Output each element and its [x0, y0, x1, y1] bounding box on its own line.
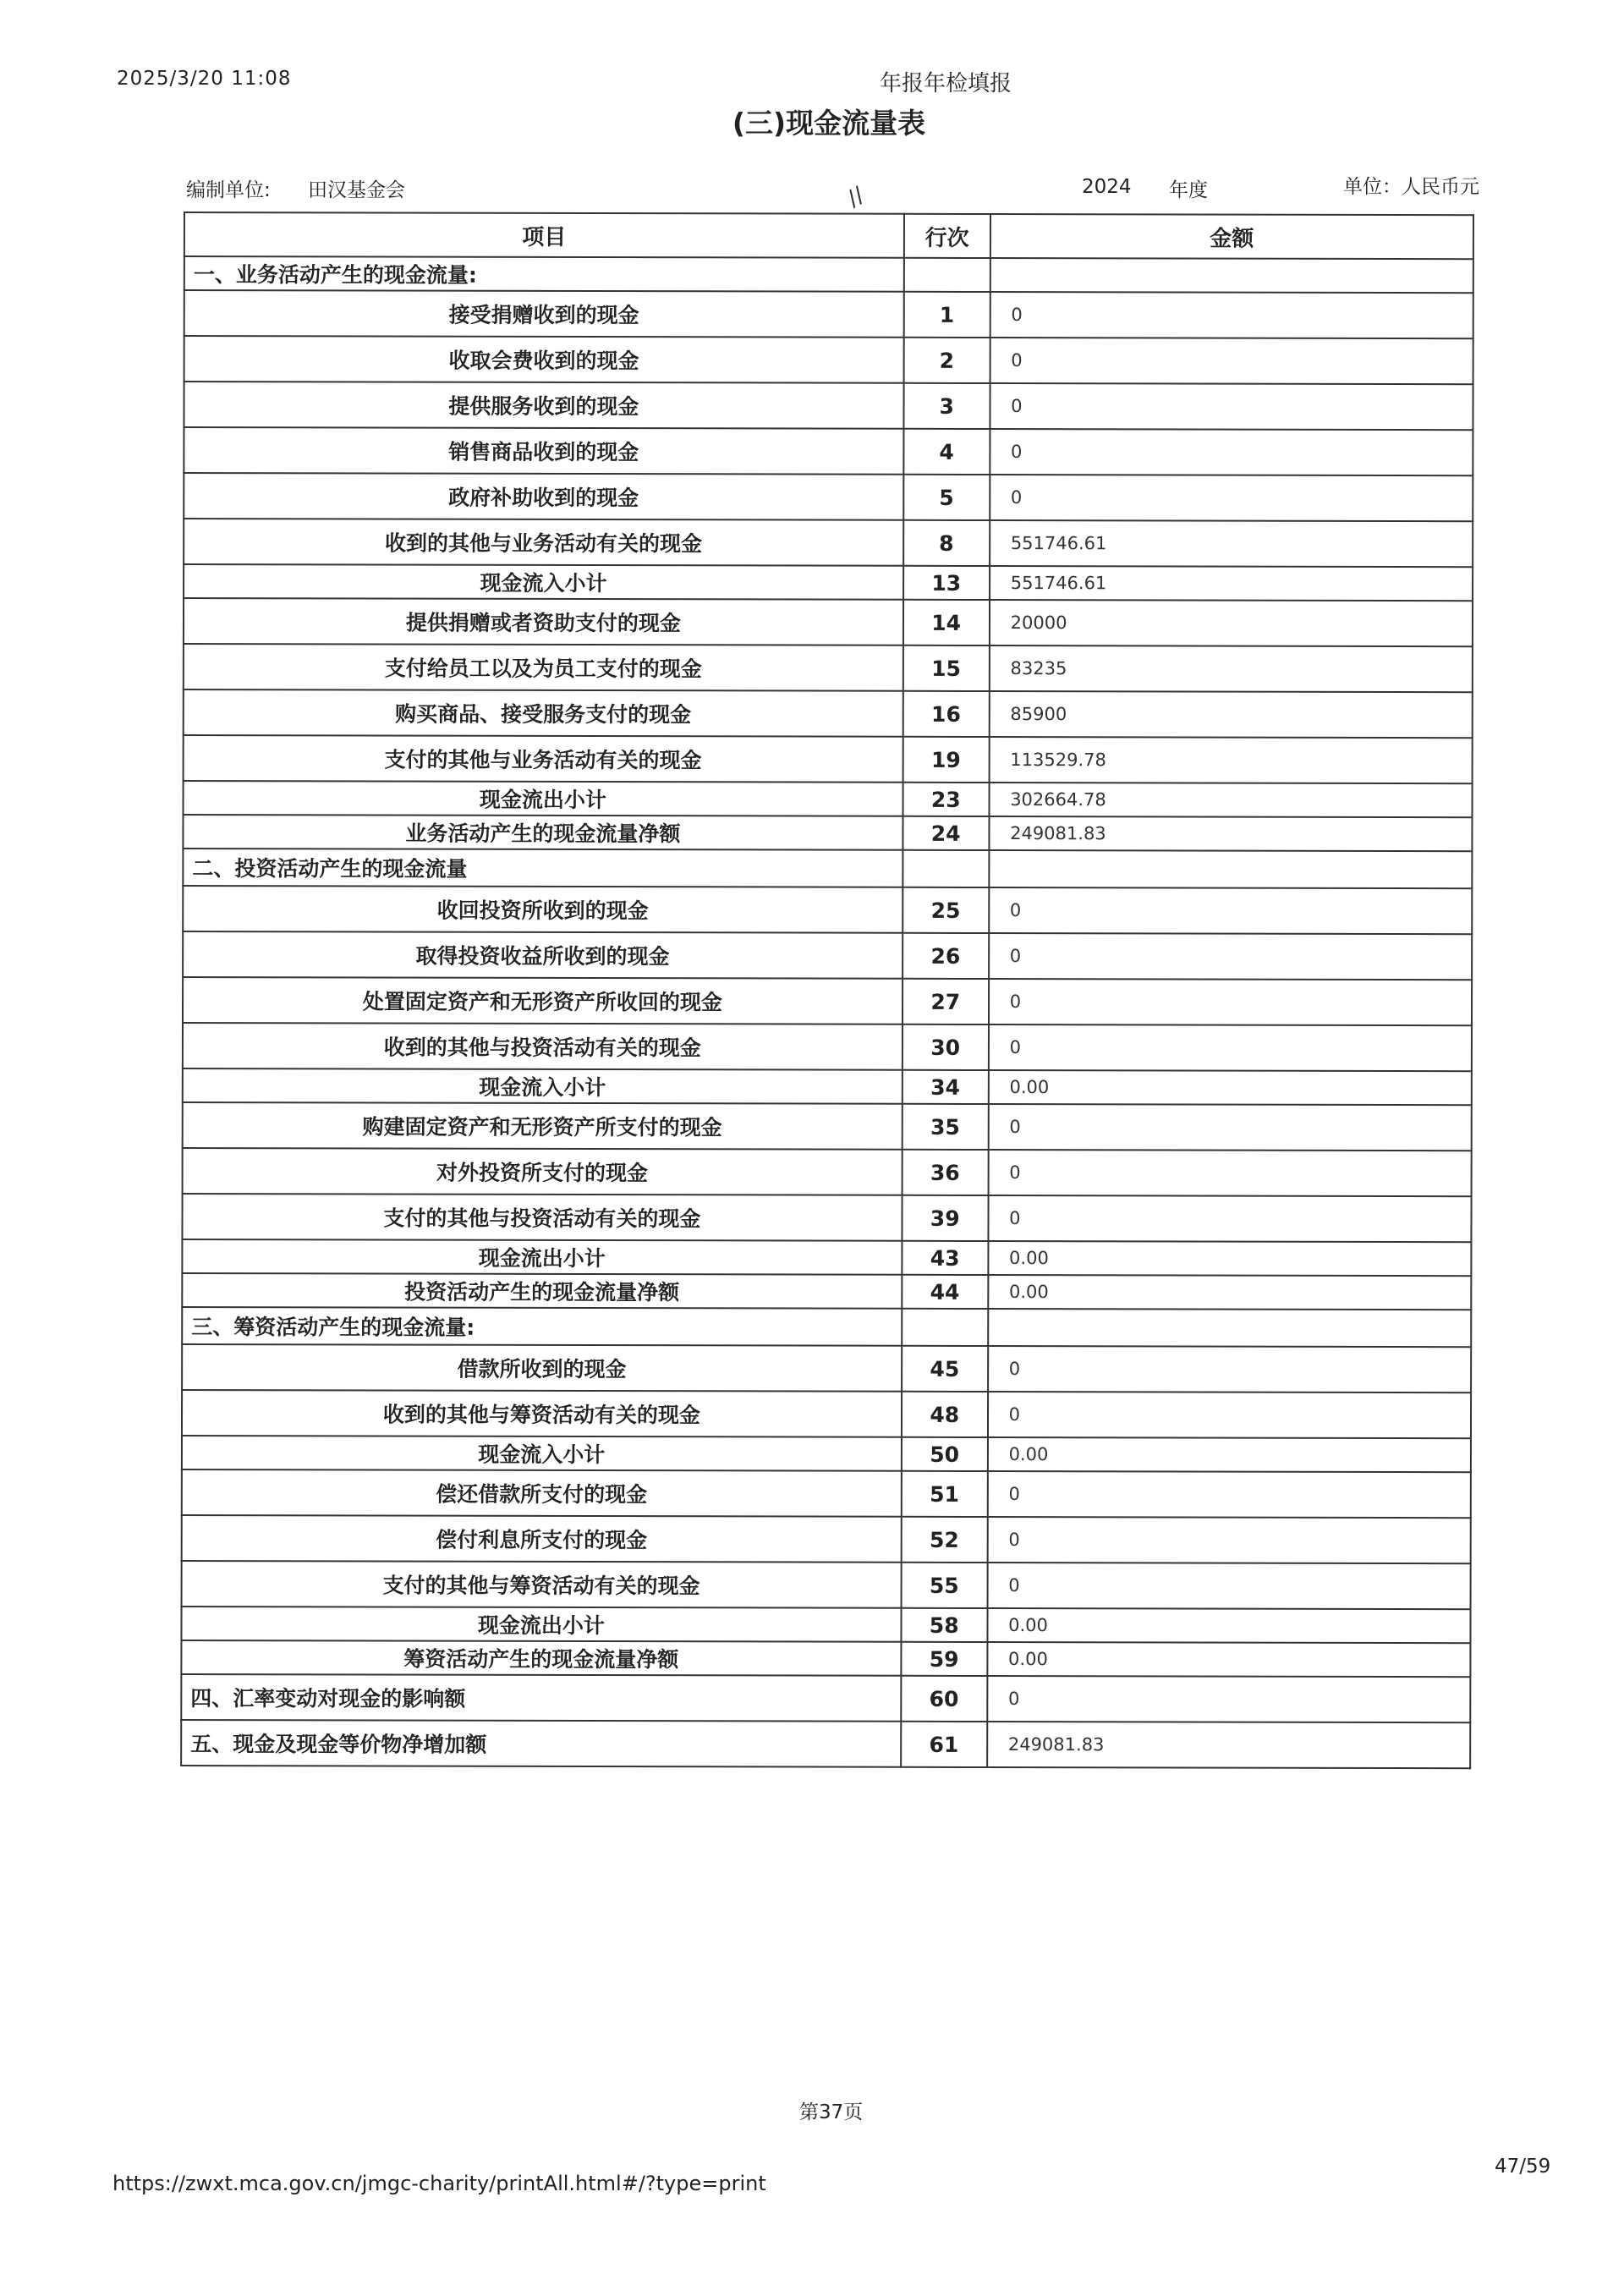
- row-line-no: 8: [903, 520, 990, 566]
- section-row: [184, 256, 1473, 293]
- row-line-no: 13: [903, 566, 990, 600]
- row-amount: 302664.78: [989, 783, 1472, 817]
- row-line-no: 51: [902, 1471, 988, 1517]
- row-line-no: [902, 1309, 988, 1346]
- org-label: 编制单位:: [186, 179, 271, 201]
- row-amount: 0: [990, 429, 1473, 475]
- row-amount: [989, 850, 1472, 888]
- row-line-no: 55: [901, 1563, 987, 1608]
- row-line-no: 39: [902, 1195, 988, 1241]
- section-row: [182, 1307, 1471, 1347]
- table-row: [184, 644, 1473, 692]
- table-row: [184, 290, 1473, 338]
- table-row: [184, 427, 1473, 475]
- table-header-row: [184, 212, 1473, 259]
- table-row: [183, 977, 1472, 1025]
- row-line-no: 34: [903, 1070, 989, 1104]
- row-line-no: 1: [903, 292, 990, 338]
- table-row: [183, 1102, 1472, 1151]
- row-item: 偿付利息所支付的现金: [182, 1515, 902, 1563]
- row-item: 购建固定资产和无形资产所支付的现金: [183, 1102, 903, 1150]
- row-item: 业务活动产生的现金流量净额: [183, 815, 903, 850]
- currency-unit: 单位：人民币元: [1343, 176, 1479, 198]
- row-item: 二、投资活动产生的现金流量: [183, 849, 903, 887]
- row-line-no: 23: [903, 783, 989, 816]
- row-amount: 551746.61: [990, 520, 1473, 567]
- row-item: 借款所收到的现金: [182, 1344, 902, 1392]
- row-line-no: 4: [903, 429, 990, 475]
- row-item: 提供服务收到的现金: [184, 382, 903, 429]
- row-line-no: 60: [901, 1676, 987, 1722]
- table-row: [184, 519, 1473, 567]
- row-line-no: 48: [902, 1392, 988, 1437]
- table-row: [181, 1640, 1470, 1677]
- print-timestamp: 2025/3/20 11:08: [117, 68, 292, 90]
- row-line-no: 35: [902, 1104, 988, 1150]
- row-item: 接受捐赠收到的现金: [184, 290, 904, 338]
- row-line-no: 15: [903, 645, 990, 691]
- table-row: [183, 931, 1472, 980]
- row-line-no: 27: [903, 979, 989, 1024]
- row-item: 现金流出小计: [181, 1607, 901, 1642]
- row-item: 收到的其他与业务活动有关的现金: [184, 519, 903, 566]
- row-line-no: 5: [903, 475, 990, 520]
- table-row: [183, 1023, 1472, 1071]
- row-amount: 0: [987, 1471, 1470, 1518]
- row-amount: 249081.83: [989, 816, 1472, 851]
- row-line-no: 2: [903, 338, 990, 383]
- row-item: 现金流入小计: [184, 564, 903, 600]
- row-amount: 0: [990, 475, 1473, 521]
- table-row: [182, 1469, 1471, 1518]
- row-amount: 0: [988, 1150, 1471, 1196]
- row-amount: 0: [988, 1195, 1471, 1242]
- row-item: 销售商品收到的现金: [184, 427, 903, 475]
- row-item: 支付的其他与业务活动有关的现金: [184, 735, 903, 783]
- row-amount: 0: [988, 1104, 1471, 1151]
- table-row: [182, 1436, 1471, 1472]
- report-year: 2024: [1082, 176, 1132, 198]
- row-item: 购买商品、接受服务支付的现金: [184, 689, 903, 737]
- section-row: [183, 849, 1472, 888]
- table-title: (三)现金流量表: [732, 107, 926, 140]
- row-amount: 0: [989, 979, 1472, 1025]
- row-amount: 0.00: [988, 1070, 1471, 1105]
- row-line-no: 30: [903, 1024, 989, 1070]
- row-line-no: 43: [902, 1241, 988, 1275]
- table-row: [181, 1607, 1470, 1643]
- row-item: 四、汇率变动对现金的影响额: [181, 1674, 901, 1722]
- row-item: 一、业务活动产生的现金流量:: [184, 256, 904, 292]
- table-row: [182, 1561, 1471, 1609]
- section-row: [181, 1674, 1470, 1722]
- table-row: [184, 336, 1473, 384]
- row-item: 筹资活动产生的现金流量净额: [181, 1640, 901, 1676]
- row-amount: 0: [989, 887, 1472, 934]
- table-row: [183, 1068, 1472, 1105]
- table-row: [182, 1273, 1471, 1310]
- row-amount: 0: [989, 1024, 1472, 1071]
- row-line-no: 24: [903, 816, 989, 850]
- row-line-no: 14: [903, 600, 990, 645]
- header-amount: 金额: [990, 214, 1473, 259]
- row-amount: 0.00: [987, 1608, 1470, 1643]
- row-amount: 0.00: [988, 1275, 1471, 1310]
- row-amount: 249081.83: [987, 1722, 1470, 1768]
- table-row: [184, 382, 1473, 430]
- row-amount: 0: [987, 1676, 1470, 1722]
- row-item: 现金流出小计: [184, 781, 903, 816]
- row-amount: 0.00: [988, 1241, 1471, 1276]
- row-amount: 0: [990, 383, 1473, 430]
- cash-flow-table: [180, 211, 1474, 1769]
- table-row: [182, 1515, 1471, 1563]
- row-item: 收到的其他与投资活动有关的现金: [183, 1023, 903, 1070]
- row-amount: 20000: [990, 600, 1473, 646]
- table-row: [182, 1239, 1471, 1276]
- table-row: [183, 815, 1472, 851]
- table-row: [184, 735, 1473, 783]
- org-name: 田汉基金会: [308, 179, 405, 201]
- document-header-title: 年报年检填报: [880, 71, 1012, 96]
- row-item: 支付给员工以及为员工支付的现金: [184, 644, 903, 691]
- table-row: [182, 1390, 1471, 1438]
- row-amount: 113529.78: [989, 737, 1472, 783]
- row-item: 支付的其他与筹资活动有关的现金: [182, 1561, 902, 1608]
- table-row: [184, 781, 1473, 817]
- row-line-no: [903, 850, 989, 887]
- row-amount: 0: [988, 1392, 1471, 1438]
- row-amount: [990, 258, 1473, 293]
- row-amount: 0: [987, 1517, 1470, 1563]
- row-line-no: 44: [902, 1275, 988, 1309]
- row-item: 支付的其他与投资活动有关的现金: [182, 1194, 902, 1241]
- row-item: 偿还借款所支付的现金: [182, 1469, 902, 1517]
- row-item: 收回投资所收到的现金: [183, 886, 903, 933]
- row-item: 政府补助收到的现金: [184, 473, 903, 520]
- table-row: [183, 1148, 1472, 1196]
- row-item: 处置固定资产和无形资产所收回的现金: [183, 977, 903, 1024]
- table-row: [184, 564, 1473, 601]
- row-line-no: 59: [901, 1642, 987, 1676]
- page-number: 第37页: [799, 2101, 864, 2123]
- row-amount: 0: [987, 1563, 1470, 1609]
- row-amount: 0: [990, 292, 1473, 338]
- row-item: 提供捐赠或者资助支付的现金: [184, 598, 903, 645]
- row-line-no: 16: [903, 691, 989, 737]
- row-line-no: 58: [901, 1608, 987, 1642]
- table-row: [184, 689, 1473, 738]
- row-item: 三、筹资活动产生的现金流量:: [182, 1307, 902, 1346]
- row-item: 现金流入小计: [183, 1068, 903, 1104]
- row-amount: 0: [988, 1346, 1471, 1392]
- header-item: 项目: [184, 212, 904, 258]
- row-item: 收到的其他与筹资活动有关的现金: [182, 1390, 902, 1437]
- table-row: [182, 1344, 1471, 1392]
- pen-mark: //: [842, 182, 869, 212]
- table-row: [182, 1194, 1471, 1242]
- table-row: [184, 598, 1473, 646]
- row-line-no: 19: [903, 737, 989, 783]
- row-line-no: 26: [903, 933, 989, 979]
- table-row: [184, 473, 1473, 521]
- row-amount: 83235: [989, 645, 1472, 692]
- row-line-no: 36: [902, 1150, 988, 1195]
- row-line-no: [904, 258, 990, 292]
- row-line-no: 45: [902, 1346, 988, 1392]
- row-amount: 0: [989, 933, 1472, 980]
- row-item: 取得投资收益所收到的现金: [183, 931, 903, 979]
- year-label: 年度: [1169, 179, 1208, 201]
- page-url: https://zwxt.mca.gov.cn/jmgc-charity/printAll.html#/?type=print: [112, 2172, 766, 2195]
- row-item: 投资活动产生的现金流量净额: [182, 1273, 902, 1309]
- row-line-no: 3: [903, 383, 990, 429]
- row-amount: 0.00: [987, 1642, 1470, 1677]
- row-item: 五、现金及现金等价物净增加额: [181, 1720, 901, 1767]
- page-count: 47/59: [1495, 2156, 1551, 2178]
- row-line-no: 52: [901, 1517, 987, 1563]
- section-row: [181, 1720, 1470, 1768]
- row-item: 现金流出小计: [182, 1239, 902, 1275]
- row-item: 收取会费收到的现金: [184, 336, 904, 383]
- row-item: 现金流入小计: [182, 1436, 902, 1471]
- row-amount: 0: [990, 338, 1473, 384]
- row-item: 对外投资所支付的现金: [183, 1148, 903, 1195]
- header-line-no: 行次: [904, 214, 990, 258]
- row-amount: [988, 1309, 1471, 1347]
- row-amount: 551746.61: [990, 566, 1473, 601]
- row-amount: 85900: [989, 691, 1472, 738]
- row-line-no: 61: [901, 1722, 987, 1767]
- row-line-no: 25: [903, 887, 989, 933]
- row-line-no: 50: [902, 1437, 988, 1471]
- table-row: [183, 886, 1472, 934]
- row-amount: 0.00: [988, 1437, 1471, 1472]
